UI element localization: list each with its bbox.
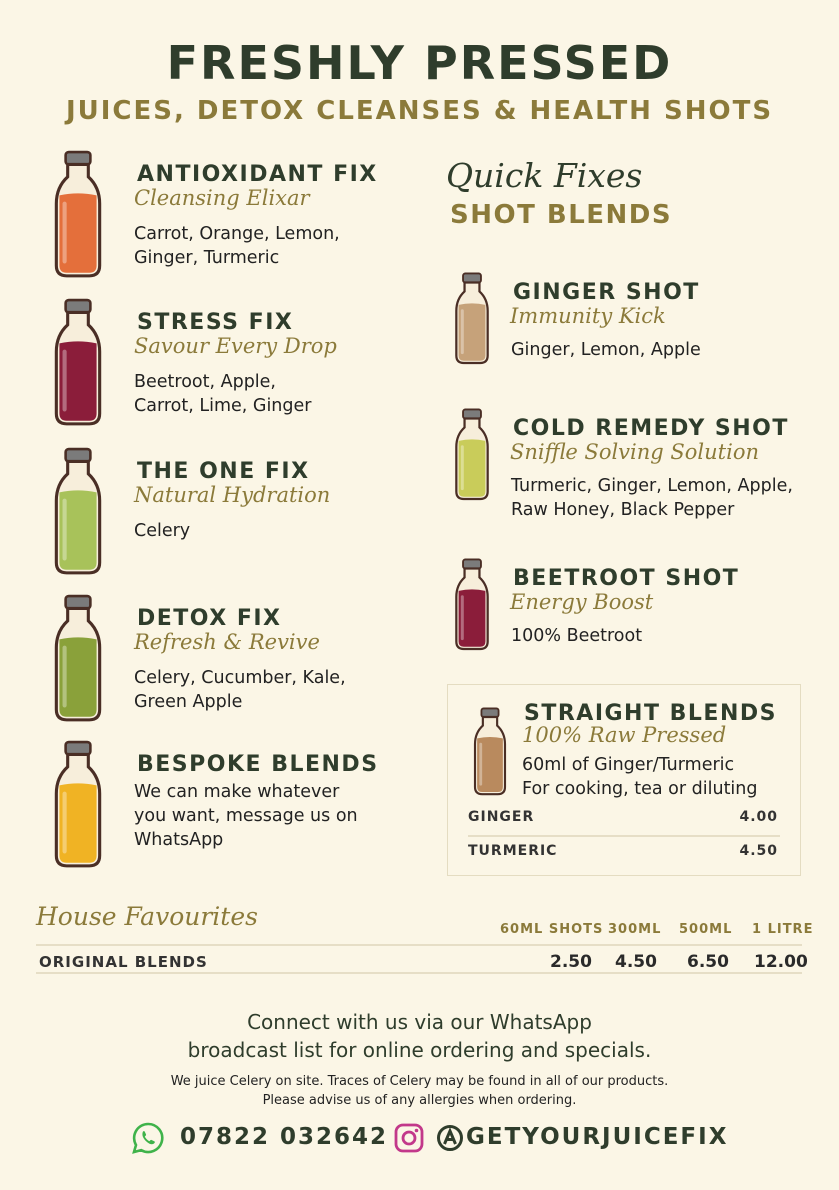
bottle-icon: [470, 707, 510, 801]
phone-number[interactable]: 07822 032642: [180, 1124, 389, 1150]
bottle-icon: [52, 298, 104, 428]
bottle-icon: [452, 272, 492, 366]
ingredient-line: Carrot, Orange, Lemon,: [134, 224, 340, 244]
col-300ml: 300ML: [608, 922, 662, 937]
juice-tagline: Refresh & Revive: [134, 630, 320, 654]
straight-turmeric-price: 4.50: [739, 843, 778, 859]
juice-name: BESPOKE BLENDS: [137, 752, 379, 777]
bottle-icon: [52, 740, 104, 870]
juice-tagline: Savour Every Drop: [134, 334, 337, 358]
price-500ml: 6.50: [687, 952, 729, 972]
shot-name: BEETROOT SHOT: [513, 566, 740, 591]
ingredient-line: Ginger, Lemon, Apple: [511, 340, 701, 360]
straight-blends-title: STRAIGHT BLENDS: [524, 701, 777, 726]
straight-ginger-label: GINGER: [468, 809, 535, 825]
juice-ingredients: [134, 666, 346, 714]
shot-tagline: Immunity Kick: [510, 304, 666, 328]
house-favourites-heading: House Favourites: [36, 902, 258, 931]
col-1litre: 1 LITRE: [752, 922, 814, 937]
ingredient-line: Carrot, Lime, Ginger: [134, 396, 312, 416]
at-symbol-icon: [436, 1124, 464, 1152]
ingredient-line: 100% Beetroot: [511, 626, 643, 646]
col-60ml: 60ML SHOTS: [500, 922, 604, 937]
quick-fixes-heading: Quick Fixes: [446, 156, 643, 195]
whatsapp-icon[interactable]: [132, 1122, 164, 1154]
bottle-icon: [52, 447, 104, 577]
ingredient-line: you want, message us on: [134, 806, 358, 826]
divider: [468, 835, 780, 837]
ingredient-line: We can make whatever: [134, 782, 340, 802]
bottle-icon: [470, 707, 510, 797]
price-60ml: 2.50: [550, 952, 592, 972]
price-1litre: 12.00: [754, 952, 808, 972]
straight-ginger-price: 4.00: [739, 809, 778, 825]
ingredient-line: Beetroot, Apple,: [134, 372, 276, 392]
straight-blends-tagline: 100% Raw Pressed: [522, 723, 727, 747]
divider: [36, 972, 802, 974]
ingredient-line: Celery: [134, 521, 191, 541]
instagram-icon[interactable]: [393, 1122, 425, 1154]
juice-name: THE ONE FIX: [137, 459, 310, 484]
ingredient-line: WhatsApp: [134, 830, 224, 850]
shot-tagline: Energy Boost: [510, 590, 654, 614]
straight-blends-box: [447, 684, 801, 876]
bottle-icon: [52, 150, 104, 280]
shot-name: GINGER SHOT: [513, 280, 700, 305]
shot-ingredients: [511, 624, 642, 648]
bottle-icon: [452, 558, 492, 652]
juice-name: STRESS FIX: [137, 310, 294, 335]
juice-ingredients: [134, 370, 311, 418]
connect-text: Connect with us via our WhatsApp broadcast list for online ordering and specials.: [187, 1010, 652, 1062]
juice-name: ANTIOXIDANT FIX: [137, 162, 378, 187]
shot-ingredients: [511, 338, 701, 362]
price-300ml: 4.50: [615, 952, 657, 972]
straight-turmeric-label: TURMERIC: [468, 843, 558, 859]
ingredient-line: Green Apple: [134, 692, 243, 712]
ingredient-line: Raw Honey, Black Pepper: [511, 500, 735, 520]
ingredient-line: Turmeric, Ginger, Lemon, Apple,: [511, 476, 793, 496]
instagram-handle[interactable]: GETYOURJUICEFIX: [466, 1124, 729, 1150]
page-title: FRESHLY PRESSED: [166, 36, 673, 90]
straight-blends-desc: 60ml of Ginger/Turmeric For cooking, tea or diluting: [522, 755, 758, 799]
juice-ingredients: [134, 222, 340, 270]
juice-ingredients: [134, 519, 190, 543]
shot-tagline: Sniffle Solving Solution: [510, 440, 759, 464]
juice-tagline: Cleansing Elixar: [134, 186, 310, 210]
original-blends-label: ORIGINAL BLENDS: [39, 953, 208, 971]
juice-name: DETOX FIX: [137, 606, 282, 631]
juice-tagline: Natural Hydration: [134, 483, 331, 507]
allergy-notice: We juice Celery on site. Traces of Celery may be found in all of our products. Please advise us of any allergies when ordering.: [170, 1074, 669, 1108]
page-subtitle: JUICES, DETOX CLEANSES & HEALTH SHOTS: [65, 96, 774, 126]
ingredient-line: Ginger, Turmeric: [134, 248, 280, 268]
divider: [36, 944, 802, 946]
col-500ml: 500ML: [679, 922, 733, 937]
shot-ingredients: [511, 474, 793, 522]
shot-blends-heading: SHOT BLENDS: [450, 200, 673, 230]
bottle-icon: [452, 408, 492, 502]
bottle-icon: [52, 594, 104, 724]
shot-name: COLD REMEDY SHOT: [513, 416, 789, 441]
juice-ingredients: [134, 780, 358, 852]
ingredient-line: Celery, Cucumber, Kale,: [134, 668, 346, 688]
